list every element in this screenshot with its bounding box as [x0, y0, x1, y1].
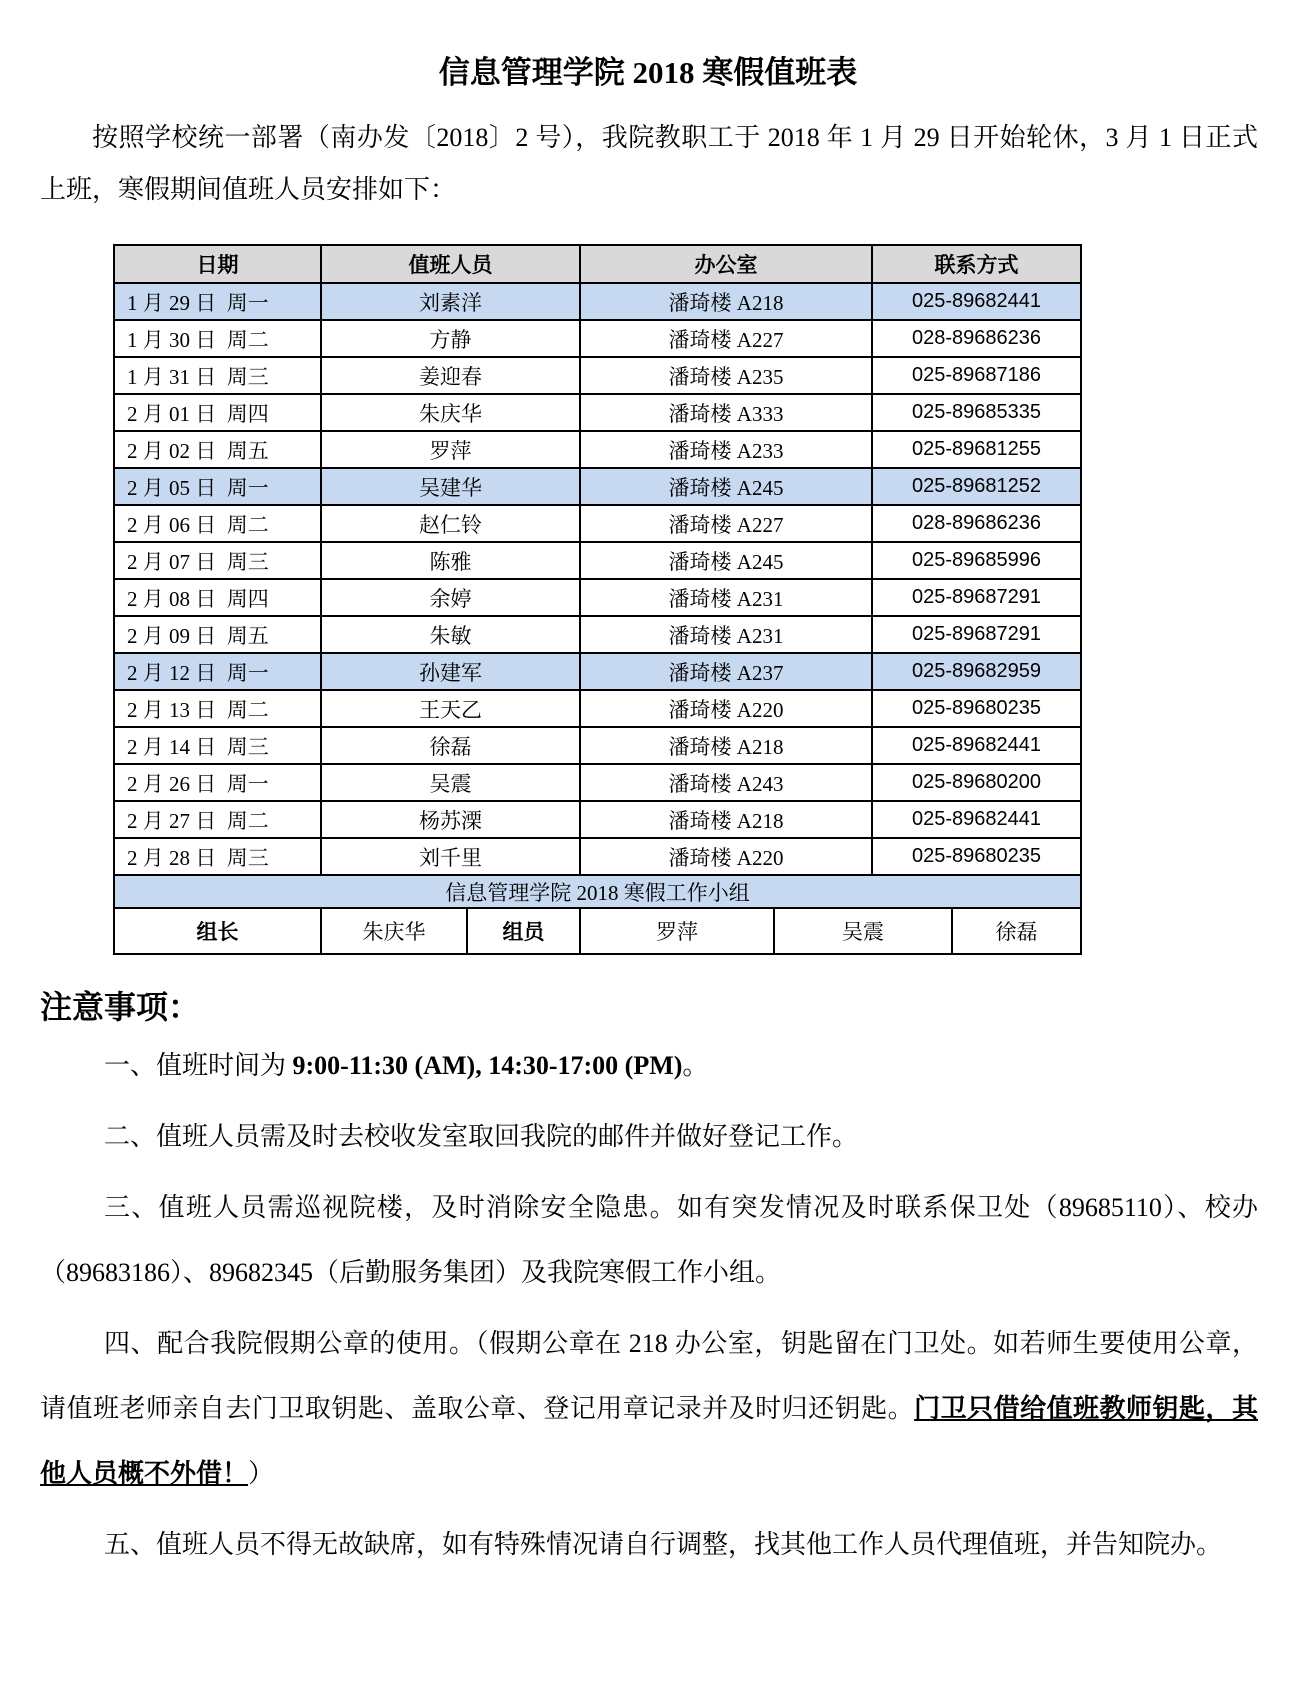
phone-cell: 025-89681255	[872, 431, 1081, 468]
office-cell: 潘琦楼 A220	[580, 838, 872, 875]
phone-cell: 025-89682959	[872, 653, 1081, 690]
date-cell: 2 月 14 日 周三	[114, 727, 321, 764]
date-cell: 2 月 07 日 周三	[114, 542, 321, 579]
notes-heading: 注意事项：	[40, 989, 201, 1025]
person-cell: 吴建华	[321, 468, 580, 505]
phone-cell: 025-89687291	[872, 616, 1081, 653]
leader-label: 组长	[114, 908, 321, 954]
note-item-4	[40, 1311, 1258, 1506]
table-row	[114, 431, 1081, 468]
office-cell: 潘琦楼 A333	[580, 394, 872, 431]
note-item-5: 五、值班人员不得无故缺席，如有特殊情况请自行调整，找其他工作人员代理值班，并告知院办。	[104, 1530, 1223, 1559]
phone-cell: 025-89687186	[872, 357, 1081, 394]
person-cell: 王天乙	[321, 690, 580, 727]
note-item-3: 三、值班人员需巡视院楼，及时消除安全隐患。如有突发情况及时联系保卫处（89685110）、校办（89683186）、89682345（后勤服务集团）及我院寒假工作小组。	[40, 1193, 1258, 1287]
date-cell: 2 月 28 日 周三	[114, 838, 321, 875]
date-cell: 2 月 05 日 周一	[114, 468, 321, 505]
person-cell: 徐磊	[321, 727, 580, 764]
office-cell: 潘琦楼 A245	[580, 542, 872, 579]
phone-cell: 025-89685335	[872, 394, 1081, 431]
table-row	[114, 505, 1081, 542]
office-cell: 潘琦楼 A233	[580, 431, 872, 468]
date-cell: 2 月 06 日 周二	[114, 505, 321, 542]
person-cell: 刘素洋	[321, 283, 580, 320]
office-cell: 潘琦楼 A243	[580, 764, 872, 801]
table-row	[114, 653, 1081, 690]
intro-paragraph: 按照学校统一部署（南办发〔2018〕2 号），我院教职工于 2018 年 1 月 29 日开始轮休，3 月 1 日正式上班，寒假期间值班人员安排如下：	[40, 123, 1258, 204]
table-row	[114, 616, 1081, 653]
column-header-phone: 联系方式	[872, 245, 1081, 283]
note-1-text: 一、值班时间为	[104, 1051, 293, 1080]
column-header-office: 办公室	[580, 245, 872, 283]
office-cell: 潘琦楼 A231	[580, 579, 872, 616]
date-cell: 2 月 08 日 周四	[114, 579, 321, 616]
note-1-suffix: 。	[682, 1051, 709, 1080]
member-name: 罗萍	[580, 908, 774, 954]
table-row	[114, 320, 1081, 357]
page-title: 信息管理学院 2018 寒假值班表	[438, 55, 858, 90]
phone-cell: 025-89682441	[872, 727, 1081, 764]
person-cell: 陈雅	[321, 542, 580, 579]
duty-roster-table	[113, 244, 1082, 955]
table-row	[114, 727, 1081, 764]
table-header-row	[114, 245, 1081, 283]
note-4-bold-underline: 门卫只借给值班教师钥匙，其他人员概不外借！	[40, 1394, 1258, 1488]
person-cell: 吴震	[321, 764, 580, 801]
member-name: 吴震	[774, 908, 952, 954]
phone-cell: 028-89686236	[872, 505, 1081, 542]
table-row	[114, 579, 1081, 616]
table-row	[114, 801, 1081, 838]
date-cell: 2 月 02 日 周五	[114, 431, 321, 468]
phone-cell: 025-89680200	[872, 764, 1081, 801]
office-cell: 潘琦楼 A227	[580, 320, 872, 357]
person-cell: 杨苏溧	[321, 801, 580, 838]
table-row	[114, 468, 1081, 505]
date-cell: 1 月 29 日 周一	[114, 283, 321, 320]
member-label: 组员	[467, 908, 580, 954]
phone-cell: 025-89685996	[872, 542, 1081, 579]
workgroup-title-row	[114, 875, 1081, 908]
person-cell: 方静	[321, 320, 580, 357]
office-cell: 潘琦楼 A231	[580, 616, 872, 653]
office-cell: 潘琦楼 A237	[580, 653, 872, 690]
column-header-date: 日期	[114, 245, 321, 283]
office-cell: 潘琦楼 A218	[580, 727, 872, 764]
phone-cell: 025-89680235	[872, 690, 1081, 727]
phone-cell: 025-89682441	[872, 801, 1081, 838]
office-cell: 潘琦楼 A245	[580, 468, 872, 505]
date-cell: 2 月 26 日 周一	[114, 764, 321, 801]
leader-name: 朱庆华	[321, 908, 467, 954]
note-item-1	[40, 1033, 1258, 1098]
person-cell: 余婷	[321, 579, 580, 616]
phone-cell: 025-89680235	[872, 838, 1081, 875]
person-cell: 朱庆华	[321, 394, 580, 431]
table-row	[114, 764, 1081, 801]
workgroup-members-row	[114, 908, 1081, 954]
date-cell: 2 月 09 日 周五	[114, 616, 321, 653]
office-cell: 潘琦楼 A227	[580, 505, 872, 542]
office-cell: 潘琦楼 A235	[580, 357, 872, 394]
phone-cell: 025-89687291	[872, 579, 1081, 616]
date-cell: 2 月 01 日 周四	[114, 394, 321, 431]
person-cell: 赵仁铃	[321, 505, 580, 542]
note-1-bold-time: 9:00-11:30 (AM), 14:30-17:00 (PM)	[292, 1051, 683, 1080]
office-cell: 潘琦楼 A218	[580, 283, 872, 320]
office-cell: 潘琦楼 A220	[580, 690, 872, 727]
phone-cell: 028-89686236	[872, 320, 1081, 357]
member-name: 徐磊	[952, 908, 1081, 954]
table-row	[114, 690, 1081, 727]
table-row	[114, 394, 1081, 431]
person-cell: 朱敏	[321, 616, 580, 653]
workgroup-title: 信息管理学院 2018 寒假工作小组	[114, 875, 1081, 908]
table-row	[114, 838, 1081, 875]
person-cell: 刘千里	[321, 838, 580, 875]
person-cell: 罗萍	[321, 431, 580, 468]
date-cell: 2 月 12 日 周一	[114, 653, 321, 690]
table-row	[114, 357, 1081, 394]
office-cell: 潘琦楼 A218	[580, 801, 872, 838]
column-header-person: 值班人员	[321, 245, 580, 283]
note-4-text: 四、配合我院假期公章的使用。（假期公章在 218 办公室，钥匙留在门卫处。如若师生要使用公章，请值班老师亲自去门卫取钥匙、盖取公章、登记用章记录并及时归还钥匙。	[40, 1329, 1258, 1423]
date-cell: 1 月 30 日 周二	[114, 320, 321, 357]
note-item-2: 二、值班人员需及时去校收发室取回我院的邮件并做好登记工作。	[104, 1122, 859, 1151]
phone-cell: 025-89682441	[872, 283, 1081, 320]
table-row	[114, 542, 1081, 579]
date-cell: 1 月 31 日 周三	[114, 357, 321, 394]
note-4-suffix: ）	[248, 1459, 275, 1488]
person-cell: 姜迎春	[321, 357, 580, 394]
date-cell: 2 月 27 日 周二	[114, 801, 321, 838]
phone-cell: 025-89681252	[872, 468, 1081, 505]
date-cell: 2 月 13 日 周二	[114, 690, 321, 727]
table-row	[114, 283, 1081, 320]
person-cell: 孙建军	[321, 653, 580, 690]
